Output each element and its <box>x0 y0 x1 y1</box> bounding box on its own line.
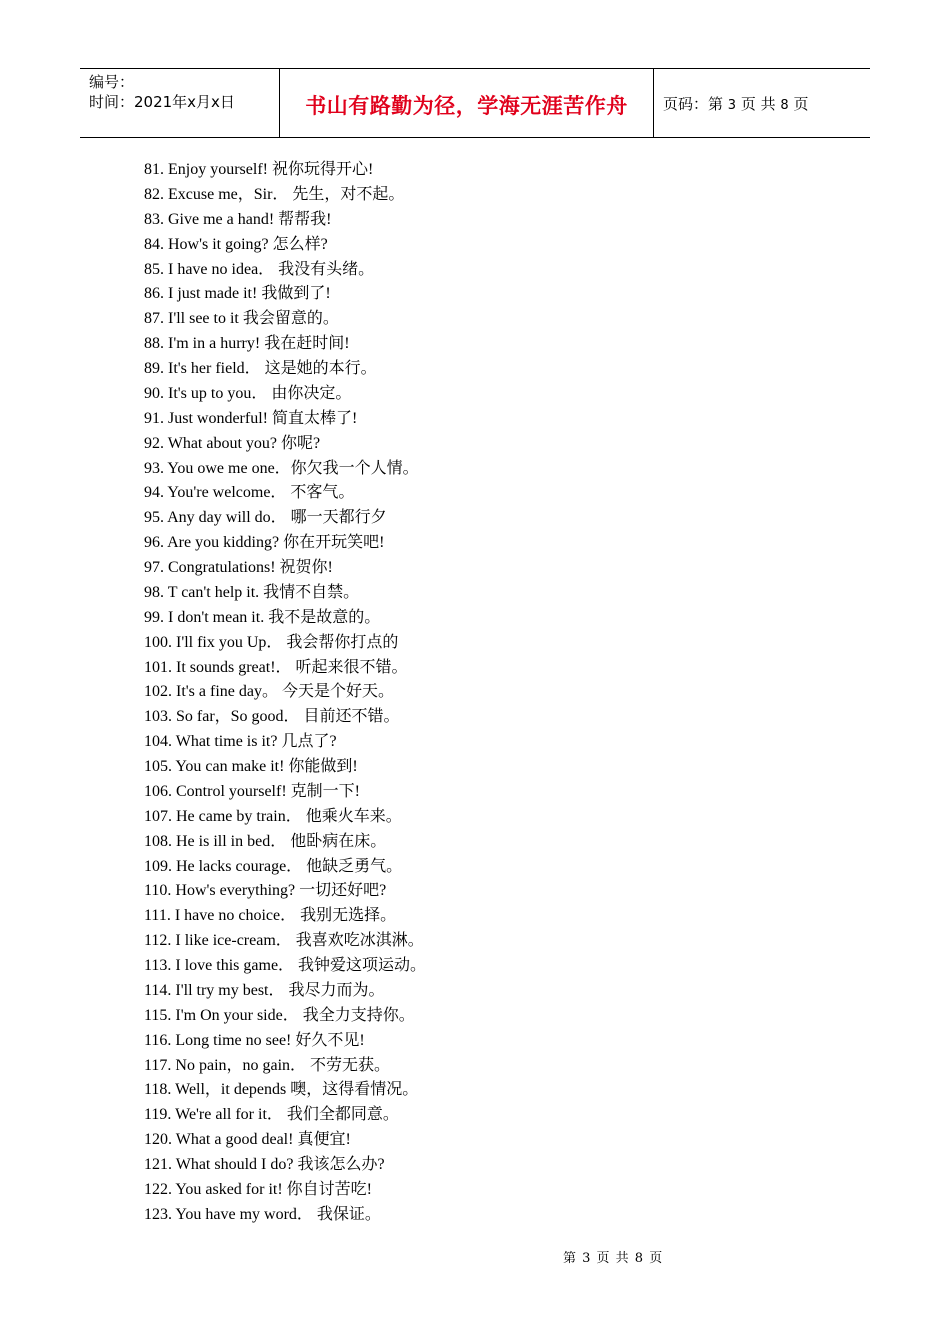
list-item: 89. It's her field． 这是她的本行。 <box>144 360 377 377</box>
number-label: 编号： <box>89 73 135 91</box>
header-motto: 书山有路勤为径，学海无涯苦作舟 <box>280 69 654 137</box>
list-item: 119. We're all for it． 我们全都同意。 <box>144 1106 399 1124</box>
list-item: 93. You owe me one．你欠我一个人情。 <box>144 459 419 477</box>
list-item: 100. I'll fix you Up． 我会帮你打点的 <box>144 633 399 651</box>
list-item: 94. You're welcome． 不客气。 <box>144 484 355 502</box>
header-page-info <box>654 69 870 137</box>
page-footer: 第 3 页 共 8 页 <box>563 1251 664 1266</box>
list-item: 109. He lacks courage． 他缺乏勇气。 <box>144 857 403 875</box>
list-item: 92. What about you? 你呢? <box>144 434 321 452</box>
list-item: 84. How's it going? 怎么样? <box>144 235 328 253</box>
list-item: 87. I'll see to it 我会留意的。 <box>144 310 339 328</box>
list-item: 82. Excuse me，Sir． 先生，对不起。 <box>144 185 405 203</box>
list-item: 85. I have no idea． 我没有头绪。 <box>144 260 375 278</box>
list-item: 117. No pain，no gain． 不劳无获。 <box>144 1056 391 1074</box>
list-item: 107. He came by train． 他乘火车来。 <box>144 807 402 825</box>
page-label-mid: 页 共 <box>740 95 776 113</box>
list-item: 115. I'm On your side． 我全力支持你。 <box>144 1006 415 1024</box>
page-label-post: 页 <box>793 95 809 113</box>
list-item: 110. How's everything? 一切还好吧? <box>144 882 387 900</box>
list-item: 88. I'm in a hurry! 我在赶时间! <box>144 335 350 353</box>
list-item: 96. Are you kidding? 你在开玩笑吧! <box>144 534 385 552</box>
list-item: 101. It sounds great!． 听起来很不错。 <box>144 658 408 676</box>
list-item: 99. I don't mean it. 我不是故意的。 <box>144 608 381 626</box>
page-total: 8 <box>780 98 789 113</box>
phrase-list <box>144 158 426 1228</box>
list-item: 91. Just wonderful! 简直太棒了! <box>144 409 358 427</box>
list-item: 121. What should I do? 我该怎么办? <box>144 1156 385 1173</box>
list-item: 90. It's up to you． 由你决定。 <box>144 384 352 402</box>
list-item: 114. I'll try my best． 我尽力而为。 <box>144 981 385 999</box>
list-item: 122. You asked for it! 你自讨苦吃! <box>144 1180 372 1198</box>
list-item: 112. I like ice-cream． 我喜欢吃冰淇淋。 <box>144 932 424 950</box>
list-item: 113. I love this game． 我钟爱这项运动。 <box>144 957 427 974</box>
list-item: 95. Any day will do． 哪一天都行夕 <box>144 509 387 527</box>
list-item: 103. So far，So good． 目前还不错。 <box>144 708 400 726</box>
list-item: 118. Well，it depends 噢，这得看情况。 <box>144 1081 419 1099</box>
list-item: 120. What a good deal! 真便宜! <box>144 1131 351 1149</box>
list-item: 98. T can't help it. 我情不自禁。 <box>144 583 360 601</box>
list-item: 116. Long time no see! 好久不见! <box>144 1031 365 1049</box>
page-current: 3 <box>727 98 737 113</box>
list-item: 97. Congratulations! 祝贺你! <box>144 559 333 576</box>
list-item: 106. Control yourself! 克制一下! <box>144 782 360 800</box>
list-item: 83. Give me a hand! 帮帮我! <box>144 210 332 228</box>
list-item: 111. I have no choice． 我别无选择。 <box>144 907 397 925</box>
list-item: 102. It's a fine day。 今天是个好天。 <box>144 683 394 701</box>
list-item: 108. He is ill in bed． 他卧病在床。 <box>144 832 387 850</box>
list-item: 81. Enjoy yourself! 祝你玩得开心! <box>144 161 374 178</box>
page-label-pre: 页码：第 <box>663 95 724 113</box>
document-header <box>80 68 870 138</box>
list-item: 123. You have my word． 我保证。 <box>144 1205 381 1223</box>
list-item: 105. You can make it! 你能做到! <box>144 758 358 775</box>
list-item: 104. What time is it? 几点了? <box>144 733 337 751</box>
date-line: 时间：2021年x月x日 <box>89 93 235 111</box>
header-meta <box>80 69 280 137</box>
list-item: 86. I just made it! 我做到了! <box>144 285 331 303</box>
